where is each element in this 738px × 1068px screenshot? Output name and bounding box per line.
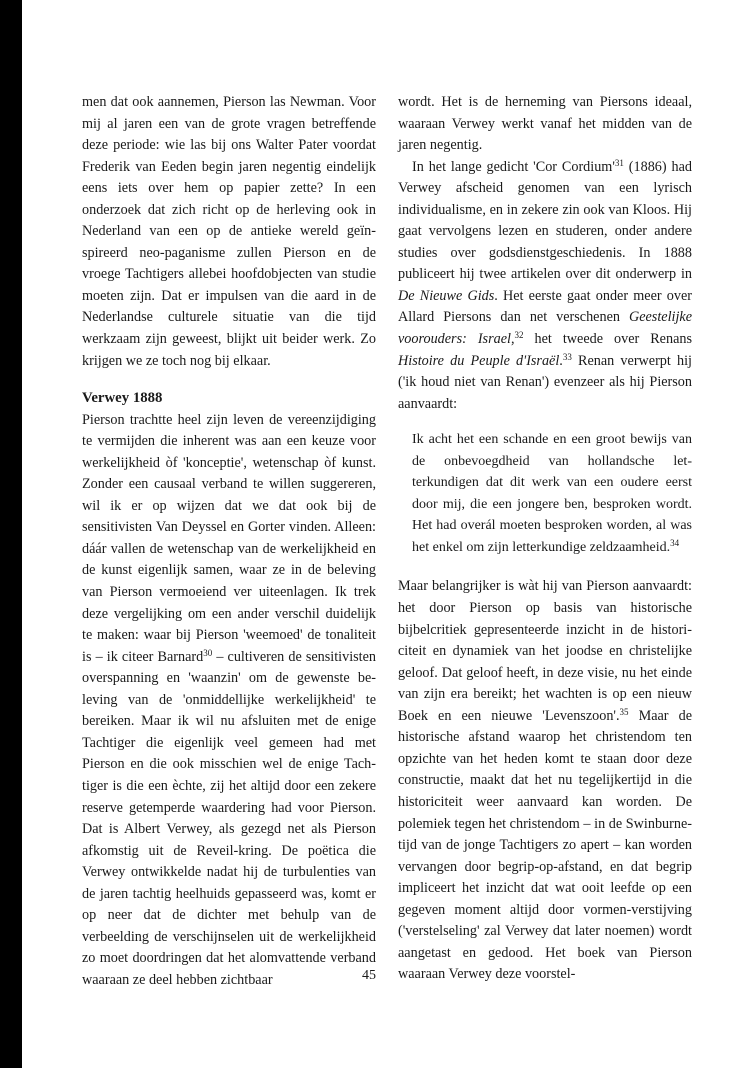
paragraph-text: . Het eerste gaat onder meer over Allard Piersons dan net verschenen [398,287,693,326]
footnote-ref: 35 [619,706,629,717]
paragraph-text: Maar de historische afstand waarop het christendom ten opzichte van het heden komt te staan door deze constructie, maakt dat het nu tegelijkertijd in die historiciteit weer aanvaard kan worden. De polemiek tegen het christendom – in de Swinburne-tijd van de jonge Tachtigers zo apert – kan worden vervangen door begrip-op-afstand, en dat begrip impliceert het inzicht dat wat ooit leefde op een gegeven moment altijd door vormen-verstijving ('verstelseling' zal Verwey dat later noemen) wordt aangetast en gedood. Het boek van Pierson waaraan Verwey deze voorstel- [398,707,692,983]
paragraph-text: In het lange gedicht 'Cor Cordium' [412,158,615,175]
footnote-ref: 33 [562,351,572,362]
paragraph-text: Renan verwerpt hij ('ik houd niet van Renan') evenzeer als hij Pierson aanvaardt: [398,352,692,412]
paragraph [398,157,692,416]
paragraph [398,576,692,985]
page-number: 45 [362,968,376,983]
footnote-ref: 30 [203,647,213,658]
paragraph-text: het tweede over Renans [523,331,692,348]
italic-title: Geestelijke voorouders: Israel [398,309,692,348]
paragraph-text: , [510,331,515,348]
block-quote [412,429,692,558]
paragraph-text: – cultiveren de sensitivisten overspanning en 'waanzin' om de gewenste beleving van de 'onmiddellijke werkelijkheid' te bereiken. Maar ik wil nu afsluiten met de enige Tachtiger die eigenlijk veel gemeen had met Pierson en die ook misschien wel de enige Tachtiger is die een èchte, zij het altijd door een zekere reserve getemperde waardering had voor Pierson. Dat is Albert Verwey, als gezegd net als Pierson afkomstig uit de Reveil-kring. De poëtica die Verwey ontwikkelde nadat hij de turbulenties van de jaren tachtig heelhuids gepasseerd was, komt er op neer dat de dichter met behulp van de verbeelding de verschijnselen uit de werkelijkheid zo moet doordringen dat het alomvattende verband waaraan ze deel hebben zichtbaar [82,648,376,988]
paragraph-text: . [559,352,563,369]
footnote-ref: 34 [670,537,680,548]
paragraph-text: (1886) had Verwey afscheid genomen van een lyrisch individualisme, en in zekere zin ook van Kloos. Hij gaat vervolgens lezen en studeren, onder andere studies over godsdienstgeschiedenis. In 1888 publiceert hij twee artikelen over dit onderwerp in [398,158,692,283]
paragraph [82,410,376,992]
right-column [398,92,692,986]
quote-text: Ik acht het een schande en een groot bewijs van de onbevoegdheid van hollandsche letterkundigen dat dit werk van een oudere eerst door mij, die een jongere ben, besproken wordt. Het had overál moeten besproken worden, al was het enkel om zijn letterkundige zeldzaamheid. [412,432,692,555]
scan-edge-bar [0,0,22,1068]
section-heading: Verwey 1888 [82,390,163,407]
left-column [82,92,376,991]
footnote-ref: 32 [514,330,524,341]
paragraph-text: Maar belangrijker is wàt hij van Pierson aanvaardt: het door Pierson op basis van historische bijbelcritiek gepresenteerde inzicht in de historiciteit en dynamiek van het joodse en christelijke geloof. Dat geloof heeft, in deze visie, nu het einde van zijn era bereikt; het wachten is op een nieuw Boek en een nieuwe 'Levenszoon'. [398,578,692,724]
italic-title: De Nieuwe Gids [398,287,495,304]
italic-title: Histoire du Peuple d'Israël [398,352,560,369]
footnote-ref: 31 [614,157,624,168]
paragraph-text: Pierson trachtte heel zijn leven de vereenzijdiging te vermijden die inherent was aan een keuze voor werkelijkheid òf 'konceptie', wetenschap òf kunst. Zonder een causaal verband te willen suggereren, wil ik er op wijzen dat we dat ook bij de sensitivisten Van Deyssel en Gorter vinden. Alleen: dáár vallen de wetenschap van de werkelijkheid en de kunst eigenlijk samen, waar ze in de beleving van Pierson vermoeiend ver uiteenlagen. Ik trek deze vergelijking om een ander verschil duidelijk te maken: waar bij Pierson 'weemoed' de tonaliteit is – ik citeer Barnard [82,411,376,665]
paragraph: wordt. Het is de herneming van Piersons ideaal, waaraan Verwey werkt vanaf het midden van de jaren negentig. [398,94,692,154]
paragraph: men dat ook aannemen, Pierson las Newman. Voor mij al jaren een van de grote vragen betreffende deze periode: wie las bij ons Walter Pater voordat Frederik van Eeden begin jaren negentig eindelijk eens iets over hem op papier zette? In een onderzoek dat zich richt op de herleving ook in Nederland van een op de antieke wereld geïnspireerd neo-paganisme zullen Pierson en de vroege Tachtigers allebei hoofdobjecten van studie moeten zijn. Dat er impulsen van die aard in de Nederlandse culturele situatie van die tijd werkzaam zijn geweest, blijkt uit beider werk. Zo krijgen we ze toch nog bij elkaar. [82,94,376,369]
